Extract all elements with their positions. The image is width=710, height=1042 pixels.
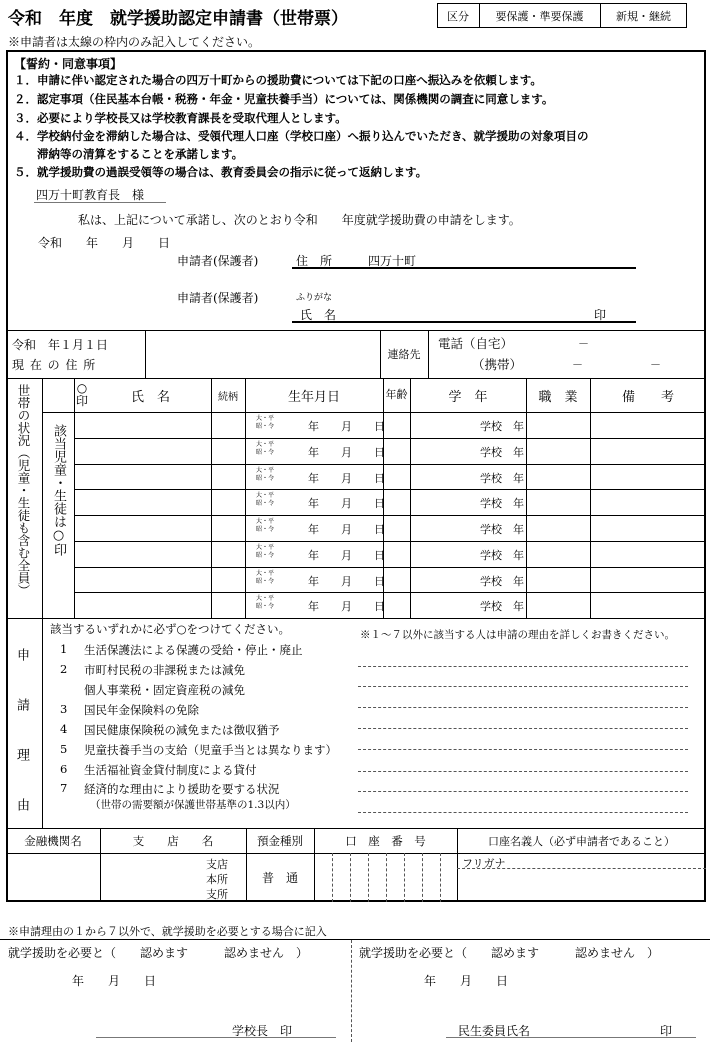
name-label: 氏 名 bbox=[300, 308, 337, 322]
household-side-label: 世帯の状況（児童・生徒も含む全員） bbox=[16, 384, 31, 597]
header-birth: 生年月日 bbox=[287, 389, 340, 405]
left-date[interactable]: 年 月 日 bbox=[72, 974, 157, 988]
pledge-item-4-cont: 滞納等の清算をすることを承諾します。 bbox=[14, 147, 244, 161]
household-row[interactable] bbox=[74, 541, 706, 567]
grade-input[interactable]: 学校 年 bbox=[480, 575, 524, 588]
left-need-options[interactable]: 就学援助を必要と（ 認めます 認めません ） bbox=[8, 946, 309, 960]
commissioner-label: 民生委員氏名 bbox=[458, 1024, 531, 1038]
commissioner-seal: 印 bbox=[660, 1024, 673, 1038]
reason-item-number[interactable]: 4 bbox=[60, 722, 68, 736]
reason-item-9[interactable]: （世帯の需要額が保護世帯基準の1.3以内） bbox=[90, 799, 296, 811]
grade-input[interactable]: 学校 年 bbox=[480, 446, 524, 459]
form-title: 令和 年度 就学援助認定申請書（世帯票） bbox=[8, 9, 348, 29]
phone-home-dash[interactable]: － bbox=[578, 337, 589, 350]
pledge-item-3: ３．必要により学校長又は学校教育課長を受取代理人とします。 bbox=[14, 111, 347, 125]
household-row[interactable] bbox=[74, 412, 706, 438]
pledge-item-5: ５．就学援助費の過誤受領等の場合は、教育委員会の指示に従って返納します。 bbox=[14, 165, 428, 179]
bank-institution-label: 金融機関名 bbox=[24, 833, 82, 848]
residence-date: 令和 年１月１日 bbox=[12, 338, 109, 352]
child-mark-label: 該当児童・生徒は○印 bbox=[51, 424, 66, 556]
reason-instruction: 該当するいずれかに必ず○をつけてください。 bbox=[50, 622, 291, 636]
phone-mobile-label: （携帯） bbox=[472, 357, 523, 372]
household-row[interactable] bbox=[74, 464, 706, 490]
grade-input[interactable]: 学校 年 bbox=[480, 420, 524, 433]
birth-date-input[interactable]: 年 月 日 bbox=[308, 523, 385, 536]
reason-item-1[interactable]: 生活保護法による保護の受給・停止・廃止 bbox=[84, 643, 303, 657]
pledge-item-1: １．申請に伴い認定された場合の四万十町からの援助費については下記の口座へ振込みを依頼します。 bbox=[14, 73, 542, 87]
birth-era-options[interactable]: 大・平 昭・令 bbox=[256, 570, 275, 585]
seal-mark: 印 bbox=[594, 308, 607, 322]
pledge-item-4: ４．学校納付金を滞納した場合は、受領代理人口座（学校口座）へ振り込んでいただき、就学援助の対象項目の bbox=[14, 129, 589, 143]
applicant-label-2: 申請者(保護者) bbox=[177, 291, 259, 305]
birth-date-input[interactable]: 年 月 日 bbox=[308, 446, 385, 459]
branch-option-honsho[interactable]: 本所 bbox=[206, 873, 228, 886]
bank-holder-label: 口座名義人（必ず申請者であること） bbox=[488, 834, 675, 848]
birth-era-options[interactable]: 大・平 昭・令 bbox=[256, 544, 275, 559]
applicant-label: 申請者(保護者) bbox=[177, 254, 259, 268]
birth-era-options[interactable]: 大・平 昭・令 bbox=[256, 415, 275, 430]
reason-item-8[interactable]: 経済的な理由により援助を要する状況 bbox=[84, 782, 280, 796]
grade-input[interactable]: 学校 年 bbox=[480, 549, 524, 562]
right-need-options[interactable]: 就学援助を必要と（ 認めます 認めません ） bbox=[359, 946, 660, 960]
birth-era-options[interactable]: 大・平 昭・令 bbox=[256, 518, 275, 533]
reason-item-2[interactable]: 市町村民税の非課税または減免 bbox=[84, 663, 245, 677]
furigana-label: ふりがな bbox=[296, 293, 333, 303]
reason-note: ※１～７以外に該当する人は申請の理由を詳しくお書きください。 bbox=[360, 629, 675, 641]
reason-item-7[interactable]: 生活福祉資金貸付制度による貸付 bbox=[84, 763, 257, 777]
pledge-heading: 【誓約・同意事項】 bbox=[14, 57, 123, 71]
phone-home-label: 電話（自宅） bbox=[438, 336, 514, 351]
branch-option-shisho[interactable]: 支所 bbox=[206, 888, 228, 901]
phone-mobile-dash-1[interactable]: － bbox=[572, 358, 583, 371]
household-row[interactable] bbox=[74, 515, 706, 541]
right-date[interactable]: 年 月 日 bbox=[424, 974, 509, 988]
reason-item-6[interactable]: 児童扶養手当の支給（児童手当とは異なります） bbox=[84, 743, 337, 757]
reason-item-number[interactable]: 3 bbox=[60, 702, 68, 716]
grade-input[interactable]: 学校 年 bbox=[480, 523, 524, 536]
bank-institution-input[interactable] bbox=[6, 853, 100, 902]
classification-label: 区分 bbox=[447, 9, 469, 23]
classification-kind[interactable]: 要保護・準要保護 bbox=[495, 9, 584, 23]
birth-era-options[interactable]: 大・平 昭・令 bbox=[256, 595, 275, 610]
reason-item-number[interactable]: 1 bbox=[60, 642, 68, 656]
header-remarks: 備 考 bbox=[621, 389, 674, 405]
grade-input[interactable]: 学校 年 bbox=[480, 472, 524, 485]
contact-label: 連絡先 bbox=[387, 348, 421, 361]
declaration: 私は、上記について承諾し、次のとおり令和 年度就学援助費の申請をします。 bbox=[78, 213, 521, 227]
reason-item-number[interactable]: 7 bbox=[60, 781, 68, 795]
household-row[interactable] bbox=[74, 489, 706, 515]
household-row[interactable] bbox=[74, 438, 706, 464]
reason-detail-input[interactable] bbox=[358, 640, 688, 815]
reason-item-4[interactable]: 国民年金保険料の免除 bbox=[84, 703, 199, 717]
header-name: 氏 名 bbox=[130, 389, 170, 405]
header-mark: ○印 bbox=[75, 381, 88, 408]
birth-date-input[interactable]: 年 月 日 bbox=[308, 497, 385, 510]
address-input[interactable]: 四万十町 bbox=[368, 254, 417, 268]
header-age: 年齢 bbox=[385, 388, 408, 401]
birth-era-options[interactable]: 大・平 昭・令 bbox=[256, 492, 275, 507]
phone-mobile-dash-2[interactable]: － bbox=[650, 358, 661, 371]
header-grade: 学 年 bbox=[448, 389, 488, 405]
reason-side-label: 申 請 理 由 bbox=[14, 648, 29, 823]
addressee: 四万十町教育長 様 bbox=[36, 188, 145, 202]
account-type-value: 普 通 bbox=[261, 871, 298, 885]
birth-era-options[interactable]: 大・平 昭・令 bbox=[256, 467, 275, 482]
branch-option-shiten[interactable]: 支店 bbox=[206, 858, 228, 871]
footer-note: ※申請理由の１から７以外で、就学援助を必要とする場合に記入 bbox=[8, 925, 327, 938]
header-relation: 続柄 bbox=[218, 391, 238, 403]
application-date[interactable]: 令和 年 月 日 bbox=[38, 236, 171, 250]
reason-item-5[interactable]: 国民健康保険税の減免または徴収猶予 bbox=[84, 723, 280, 737]
address-label: 住 所 bbox=[296, 254, 333, 268]
reason-item-3[interactable]: 個人事業税・固定資産税の減免 bbox=[84, 683, 245, 697]
holder-furigana-label: フリガナ bbox=[462, 857, 506, 870]
bank-number-label: 口 座 番 号 bbox=[345, 833, 426, 848]
grade-input[interactable]: 学校 年 bbox=[480, 600, 524, 613]
reason-item-number[interactable]: 6 bbox=[60, 762, 68, 776]
residence-label: 現 在 の 住 所 bbox=[12, 358, 97, 372]
header-job: 職 業 bbox=[538, 389, 578, 405]
birth-date-input[interactable]: 年 月 日 bbox=[308, 549, 385, 562]
bank-branch-label: 支 店 名 bbox=[132, 833, 214, 848]
classification-status[interactable]: 新規・継続 bbox=[616, 9, 671, 23]
birth-date-input[interactable]: 年 月 日 bbox=[308, 600, 385, 613]
birth-date-input[interactable]: 年 月 日 bbox=[308, 472, 385, 485]
birth-era-options[interactable]: 大・平 昭・令 bbox=[256, 441, 275, 456]
birth-date-input[interactable]: 年 月 日 bbox=[308, 575, 385, 588]
holder-name-input[interactable] bbox=[457, 868, 706, 902]
birth-date-input[interactable]: 年 月 日 bbox=[308, 420, 385, 433]
bank-type-label: 預金種別 bbox=[257, 833, 303, 848]
household-row[interactable] bbox=[74, 567, 706, 593]
residence-input[interactable] bbox=[146, 331, 379, 378]
reason-item-number[interactable]: 2 bbox=[60, 662, 68, 676]
instruction-note: ※申請者は太線の枠内のみ記入してください。 bbox=[8, 35, 261, 49]
pledge-item-2: ２．認定事項（住民基本台帳・税務・年金・児童扶養手当）については、関係機関の調査に同意します。 bbox=[14, 92, 554, 106]
grade-input[interactable]: 学校 年 bbox=[480, 497, 524, 510]
household-row[interactable] bbox=[74, 592, 706, 618]
principal-seal-label: 学校長 印 bbox=[232, 1024, 293, 1038]
reason-item-number[interactable]: 5 bbox=[60, 742, 68, 756]
